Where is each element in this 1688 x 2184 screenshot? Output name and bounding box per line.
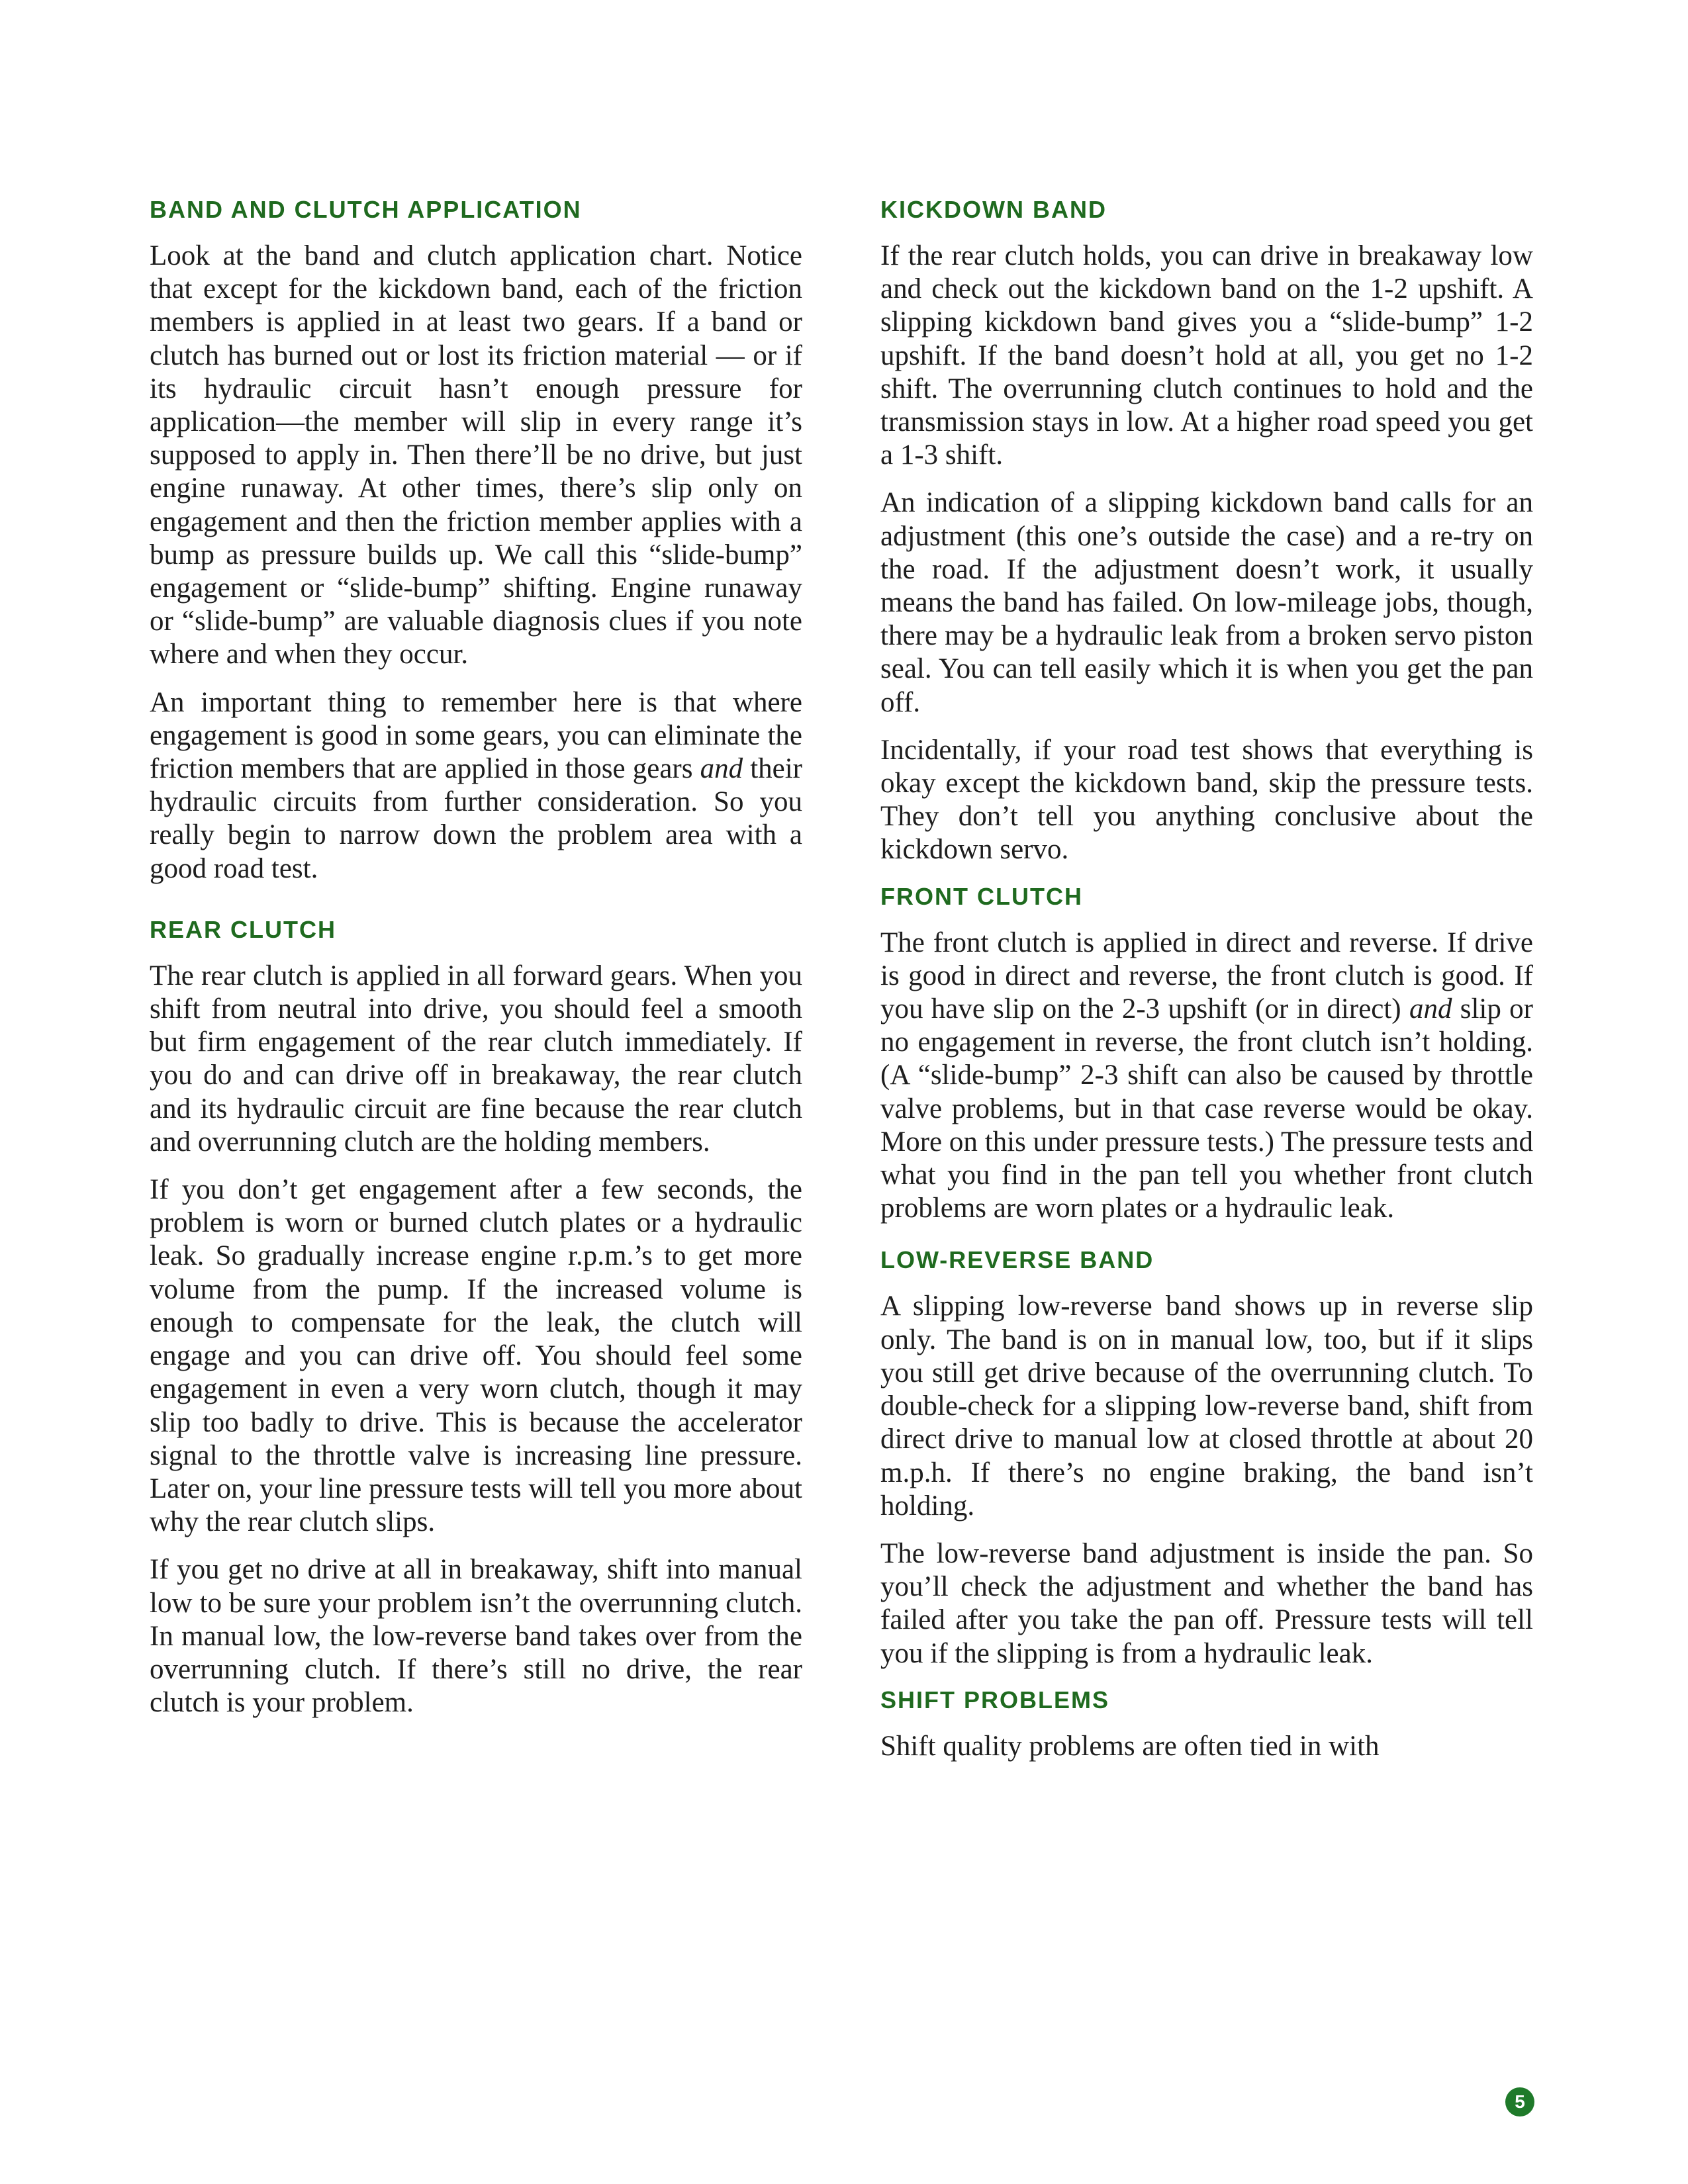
paragraph: A slipping low-reverse band shows up in reverse slip only. The band is on in manual low, too, but if it slips you still get drive because of the overrunning clutch. To double-check for a slipping low-reverse band, shift from direct drive to manual low at closed throttle at about 20 m.p.h. If there’s no engine braking, the band isn’t holding. [880,1291,1533,1522]
section-low-reverse-band [880,1245,1533,1670]
paragraph: Shift quality problems are often tied in with [880,1730,1380,1762]
paragraph: Look at the band and clutch application chart. Notice that except for the kickdown band, each of the friction members is applied in at least two gears. If a band or clutch has burned out or lost its friction material — or if its hydraulic circuit hasn’t enough pressure for application—the member will slip in every range it’s supposed to apply in. Then there’ll be no drive, but just engine runaway. At other times, there’s slip only on engagement and then the friction member applies with a bump as pressure builds up. We call this “slide-bump” engagement or “slide-bump” shifting. Engine runaway or “slide-bump” are valuable diagnosis clues if you note where and when they occur. [150,240,802,670]
section-heading: FRONT CLUTCH [880,882,1083,910]
section-heading: BAND AND CLUTCH APPLICATION [150,196,582,223]
paragraph: The low-reverse band adjustment is inside the pan. So you’ll check the adjustment and whether the band has failed after you take the pan off. Pressure tests will tell you if the slipping is from a hydraulic leak. [880,1537,1533,1669]
paragraph: If you don’t get engagement after a few seconds, the problem is worn or burned clutch plates or a hydraulic leak. So gradually increase engine r.p.m.’s to get more volume from the pump. If the increased volume is enough to compensate for the leak, the clutch will engage and you can drive off. You should feel some engagement in even a very worn clutch, though it may slip too badly to drive. This is because the accelerator signal to the throttle valve is increasing line pressure. Later on, your line pressure tests will tell you more about why the rear clutch slips. [150,1174,802,1538]
section-heading: KICKDOWN BAND [880,196,1107,223]
paragraph: The rear clutch is applied in all forward gears. When you shift from neutral into drive, you should feel a smooth but firm engagement of the rear clutch immediately. If you do and can drive off in breakaway, the rear clutch and its hydraulic circuit are fine because the rear clutch and overrunning clutch are the holding members. [150,960,802,1158]
section-kickdown-band [880,195,1533,867]
section-shift-problems [880,1685,1533,1763]
paragraph: If the rear clutch holds, you can drive in breakaway low and check out the kickdown band on the 1-2 upshift. A slipping kickdown band gives you a “slide-bump” 1-2 upshift. If the band doesn’t hold at all, you get no 1-2 shift. The overrunning clutch continues to hold and the transmission stays in low. At a higher road speed you get a 1-3 shift. [880,240,1533,471]
section-band-and-clutch-application [150,195,802,886]
page-number-badge: 5 [1505,2087,1534,2116]
section-front-clutch [880,882,1533,1226]
section-heading: SHIFT PROBLEMS [880,1686,1110,1713]
right-column [880,195,1533,1778]
left-column [150,195,802,1734]
paragraph: An important thing to remember here is that where engagement is good in some gears, you can eliminate the friction members that are applied in those gears and their hydraulic circuits from further consideration. So you really begin to narrow down the problem area with a good road test. [150,686,802,884]
section-heading: LOW-REVERSE BAND [880,1246,1154,1274]
paragraph: The front clutch is applied in direct and reverse. If drive is good in direct and reverse, the front clutch is good. If you have slip on the 2-3 upshift (or in direct) and slip or no engagement in reverse, the front clutch isn’t holding. (A “slide-bump” 2-3 shift can also be caused by throttle valve problems, but in that case reverse would be okay. More on this under pressure tests.) The pressure tests and what you find in the pan tell you whether front clutch problems are worn plates or a hydraulic leak. [880,927,1533,1224]
section-rear-clutch [150,915,802,1719]
section-heading: REAR CLUTCH [150,915,336,943]
paragraph: An indication of a slipping kickdown band calls for an adjustment (this one’s outside the case) and a re-try on the road. If the adjustment doesn’t work, it usually means the band has failed. On low-mileage jobs, though, there may be a hydraulic leak from a broken servo piston seal. You can tell easily which it is when you get the pan off. [880,487,1533,718]
paragraph: If you get no drive at all in breakaway, shift into manual low to be sure your problem isn’t the overrunning clutch. In manual low, the low-reverse band takes over from the overrunning clutch. If there’s still no drive, the rear clutch is your problem. [150,1554,802,1719]
paragraph: Incidentally, if your road test shows that everything is okay except the kickdown band, skip the pressure tests. They don’t tell you anything conclusive about the kickdown servo. [880,734,1533,866]
